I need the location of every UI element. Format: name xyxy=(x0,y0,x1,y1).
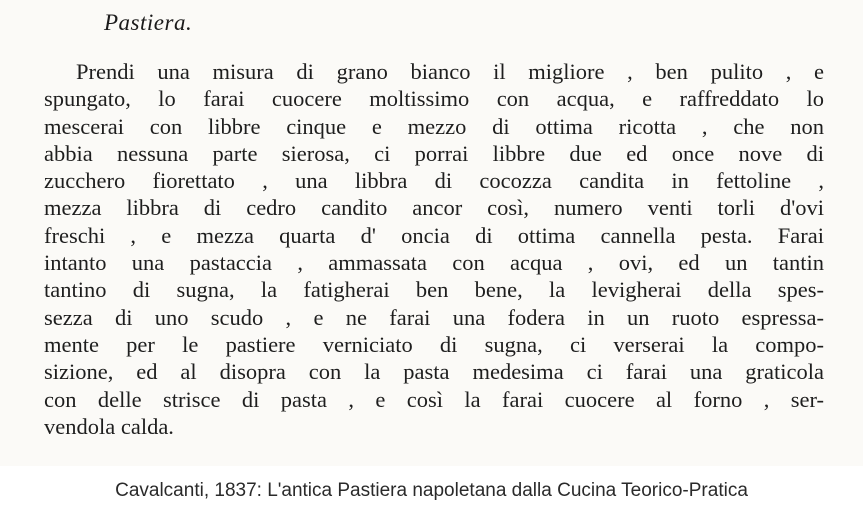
text-line: tantino di sugna, la fatigherai ben bene, la levigherai della spes- xyxy=(44,277,824,303)
text-line: mescerai con libbre cinque e mezzo di ottima ricotta , che non xyxy=(44,113,824,139)
text-line: sizione, ed al disopra con la pasta medesima ci farai una graticola xyxy=(44,359,824,385)
text-line: intanto una pastaccia , ammassata con acqua , ovi, ed un tantin xyxy=(44,250,824,276)
text-line: mezza libbra di cedro candito ancor così, numero venti torli d'ovi xyxy=(44,195,824,221)
text-line: abbia nessuna parte sierosa, ci porrai libbre due ed once nove di xyxy=(44,140,824,166)
text-line: vendola calda. xyxy=(44,413,174,439)
text-line: sezza di uno scudo , e ne farai una fodera in un ruoto espressa- xyxy=(44,304,824,330)
text-line: mente per le pastiere verniciato di sugna, ci verserai la compo- xyxy=(44,331,824,357)
text-line: con delle strisce di pasta , e così la farai cuocere al forno , ser- xyxy=(44,386,824,412)
recipe-title: Pastiera. xyxy=(104,10,193,35)
text-line: freschi , e mezza quarta d' oncia di ottima cannella pesta. Farai xyxy=(44,222,824,248)
text-line: zucchero fiorettato , una libbra di cocozza candita in fettoline , xyxy=(44,168,824,194)
text-line: Prendi una misura di grano bianco il migliore , ben pulito , e xyxy=(76,59,824,84)
image-caption: Cavalcanti, 1837: L'antica Pastiera napoletana dalla Cucina Teorico-Pratica xyxy=(115,480,748,501)
text-line: spungato, lo farai cuocere moltissimo con acqua, e raffreddato lo xyxy=(44,86,824,112)
recipe-text xyxy=(44,58,824,440)
